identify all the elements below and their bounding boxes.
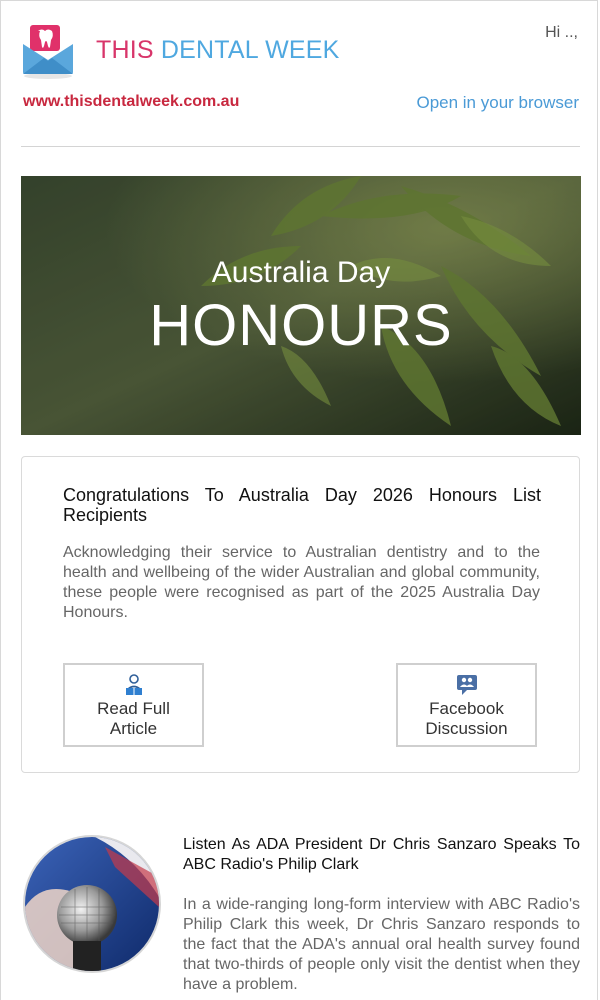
hero-subtitle: Australia Day	[211, 256, 391, 289]
article-summary: Acknowledging their service to Australian dentistry and to the health and wellbeing of the wider Australian and global community, these people were recognised as part of the 2025 Australia Day Honours.	[63, 544, 540, 621]
brand-name	[96, 36, 340, 65]
microphone-icon	[25, 837, 159, 971]
brand-name-part2: DENTAL WEEK	[160, 36, 340, 64]
story-summary: In a wide-ranging long-form interview with ABC Radio's Philip Clark this week, Dr Chris Sanzaro responds to the fact that the ADA's annual oral health survey found that two-thirds of people only visit the dentist when they have a problem.	[183, 896, 580, 993]
envelope-tooth-logo-icon	[22, 22, 74, 78]
article-title[interactable]: Congratulations To Australia Day 2026 Honours List Recipients	[63, 485, 541, 525]
read-full-article-button[interactable]	[63, 663, 204, 747]
reader-icon	[65, 673, 202, 697]
hero-title: HONOURS	[149, 293, 453, 358]
facebook-button-label-line2: Discussion	[425, 719, 508, 738]
read-button-label-line1: Read Full	[97, 699, 170, 718]
header-divider	[21, 146, 580, 147]
site-link[interactable]: www.thisdentalweek.com.au	[23, 93, 240, 110]
facebook-discussion-button[interactable]	[396, 663, 537, 747]
open-in-browser-link[interactable]: Open in your browser	[416, 93, 579, 112]
greeting-text: Hi ..,	[545, 24, 578, 41]
article-card	[21, 456, 580, 773]
story-image[interactable]	[23, 835, 161, 973]
group-chat-icon	[398, 673, 535, 697]
hero-banner[interactable]	[21, 176, 581, 435]
read-button-label-line2: Article	[109, 719, 158, 738]
brand-name-part1: THIS	[96, 36, 161, 64]
story-title[interactable]: Listen As ADA President Dr Chris Sanzaro Speaks To ABC Radio's Philip Clark	[183, 836, 580, 873]
facebook-button-label-line1: Facebook	[429, 699, 504, 718]
